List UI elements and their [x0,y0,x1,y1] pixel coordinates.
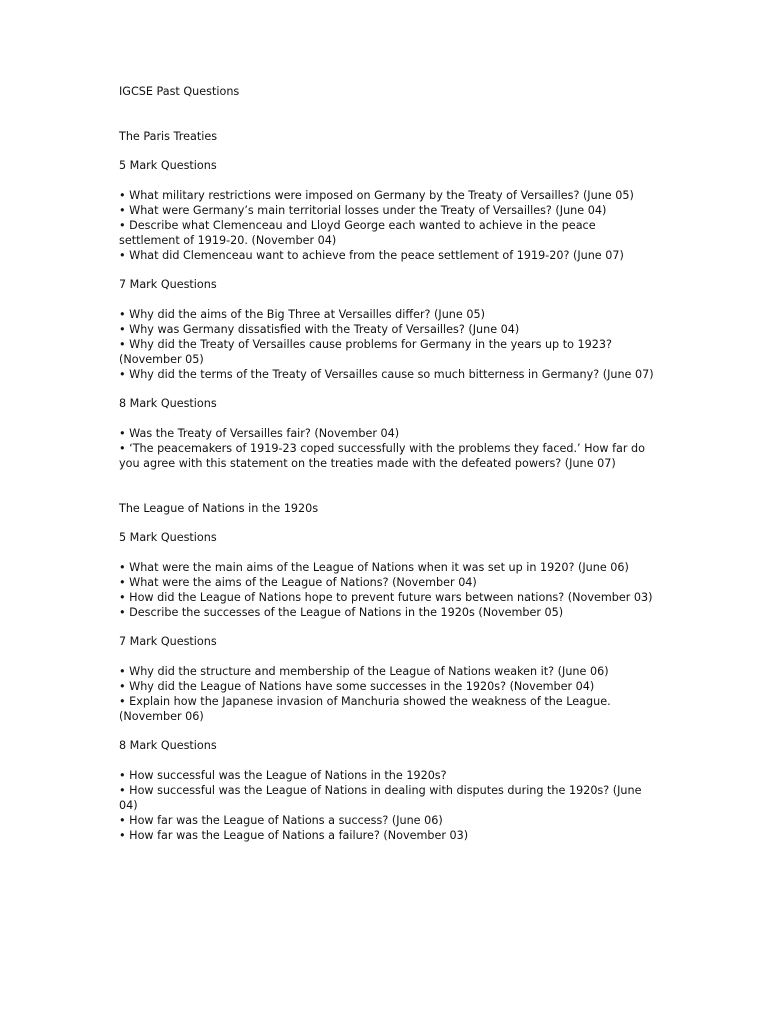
question-group-8-mark [119,396,659,471]
group-title: 7 Mark Questions [119,278,217,291]
question-item: • How did the League of Nations hope to prevent future wars between nations? (November 03) [119,591,653,604]
question-list [119,188,659,263]
question-list [119,664,659,724]
question-item: • What were Germany’s main territorial losses under the Treaty of Versailles? (June 04) [119,204,607,217]
question-item: • Describe the successes of the League of Nations in the 1920s (November 05) [119,606,564,619]
question-item: • ‘The peacemakers of 1919-23 coped successfully with the problems they faced.’ How far do you agree with this statement on the treaties made with the defeated powers? (June 07) [119,442,645,470]
question-list [119,307,659,382]
section-title: The League of Nations in the 1920s [119,502,319,515]
document-page [119,84,659,843]
question-item: • Describe what Clemenceau and Lloyd George each wanted to achieve in the peace settlement of 1919-20. (November 04) [119,219,596,247]
question-item: • How far was the League of Nations a success? (June 06) [119,814,443,827]
question-group-8-mark [119,738,659,843]
question-item: • How far was the League of Nations a failure? (November 03) [119,829,469,842]
question-item: • What military restrictions were imposed on Germany by the Treaty of Versailles? (June 05) [119,189,634,202]
question-item: • What were the main aims of the League of Nations when it was set up in 1920? (June 06) [119,561,629,574]
group-title: 5 Mark Questions [119,159,217,172]
section-league-of-nations [119,501,659,843]
group-title: 7 Mark Questions [119,635,217,648]
question-item: • Was the Treaty of Versailles fair? (November 04) [119,427,400,440]
section-paris-treaties [119,129,659,471]
question-item: • What were the aims of the League of Nations? (November 04) [119,576,477,589]
question-item: • How successful was the League of Nations in dealing with disputes during the 1920s? (June 04) [119,784,642,812]
group-title: 5 Mark Questions [119,531,217,544]
question-list [119,426,659,471]
group-title: 8 Mark Questions [119,739,217,752]
question-group-5-mark [119,530,659,620]
document-title: IGCSE Past Questions [119,85,240,98]
question-item: • Why did the League of Nations have some successes in the 1920s? (November 04) [119,680,595,693]
question-group-7-mark [119,277,659,382]
group-title: 8 Mark Questions [119,397,217,410]
question-item: • Why did the Treaty of Versailles cause problems for Germany in the years up to 1923? (November 05) [119,338,612,366]
question-item: • What did Clemenceau want to achieve from the peace settlement of 1919-20? (June 07) [119,249,624,262]
question-list [119,560,659,620]
question-group-7-mark [119,634,659,724]
question-item: • Why did the structure and membership of the League of Nations weaken it? (June 06) [119,665,609,678]
section-title: The Paris Treaties [119,130,218,143]
question-group-5-mark [119,158,659,263]
question-item: • Explain how the Japanese invasion of Manchuria showed the weakness of the League. (November 06) [119,695,611,723]
question-list [119,768,659,843]
question-item: • How successful was the League of Nations in the 1920s? [119,769,447,782]
question-item: • Why was Germany dissatisfied with the Treaty of Versailles? (June 04) [119,323,520,336]
question-item: • Why did the aims of the Big Three at Versailles differ? (June 05) [119,308,485,321]
question-item: • Why did the terms of the Treaty of Versailles cause so much bitterness in Germany? (June 07) [119,368,654,381]
